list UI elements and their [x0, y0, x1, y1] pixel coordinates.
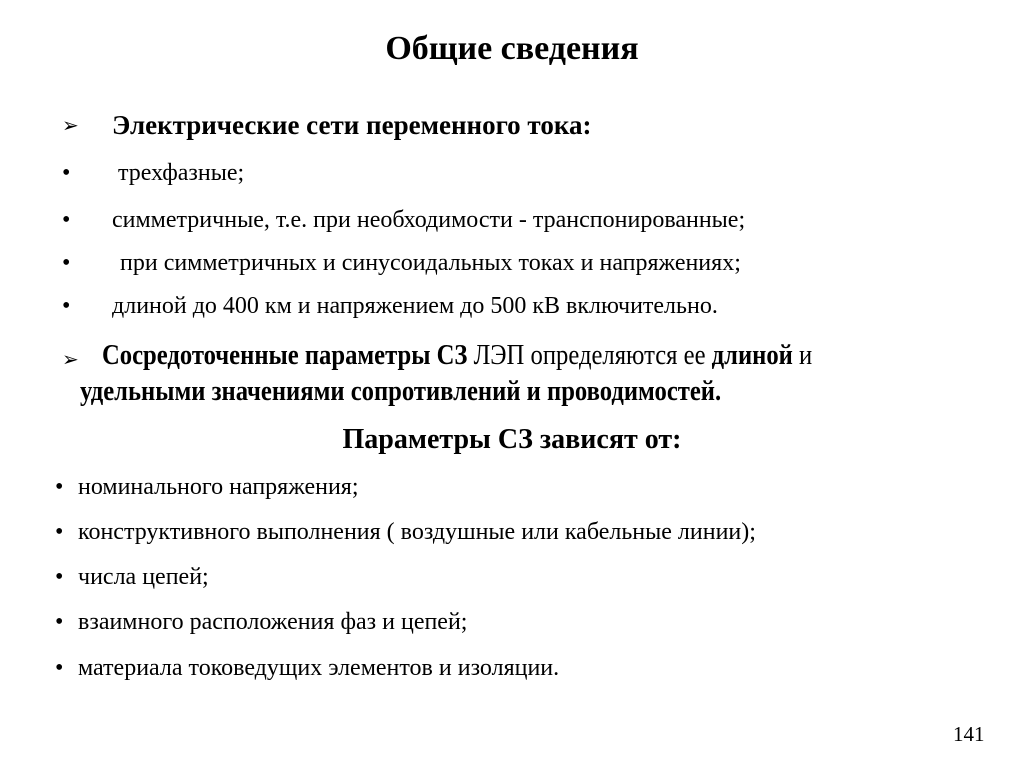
- list-item: взаимного расположения фаз и цепей;: [78, 609, 468, 635]
- list-item: длиной до 400 км и напряжением до 500 кВ включительно.: [112, 293, 718, 319]
- section2-line1: [102, 340, 812, 372]
- bullet-icon: •: [55, 474, 64, 500]
- section2-bold: Сосредоточенные параметры СЗ: [102, 340, 468, 371]
- list-item: трехфазные;: [118, 160, 245, 186]
- bullet-icon: •: [62, 293, 71, 319]
- section2-bold-word: длиной: [711, 340, 793, 371]
- bullet-icon: •: [62, 207, 71, 233]
- list-item: числа цепей;: [78, 564, 209, 590]
- list-item: при симметричных и синусоидальных токах и напряжениях;: [120, 250, 741, 276]
- section-heading: Электрические сети переменного тока:: [112, 110, 592, 140]
- subheading: Параметры СЗ зависят от:: [342, 424, 682, 455]
- section2-line2: удельными значениями сопротивлений и проводимостей.: [80, 376, 722, 407]
- list-item: симметричные, т.е. при необходимости - транспонированные;: [112, 207, 746, 233]
- arrow-bullet-icon: ➢: [62, 349, 79, 371]
- list-item: материала токоведущих элементов и изоляции.: [78, 655, 560, 681]
- bullet-icon: •: [55, 564, 64, 590]
- bullet-icon: •: [62, 160, 71, 186]
- list-item: конструктивного выполнения ( воздушные или кабельные линии);: [78, 519, 756, 545]
- section2-conj: и: [799, 340, 813, 371]
- bullet-icon: •: [55, 609, 64, 635]
- arrow-bullet-icon: ➢: [62, 115, 79, 137]
- bullet-icon: •: [62, 250, 71, 276]
- bullet-icon: •: [55, 655, 64, 681]
- page-title: Общие сведения: [385, 30, 639, 67]
- bullet-icon: •: [55, 519, 64, 545]
- section2-normal: ЛЭП определяются ее: [473, 340, 706, 371]
- list-item: номинального напряжения;: [78, 474, 359, 500]
- page-number: 141: [953, 722, 985, 746]
